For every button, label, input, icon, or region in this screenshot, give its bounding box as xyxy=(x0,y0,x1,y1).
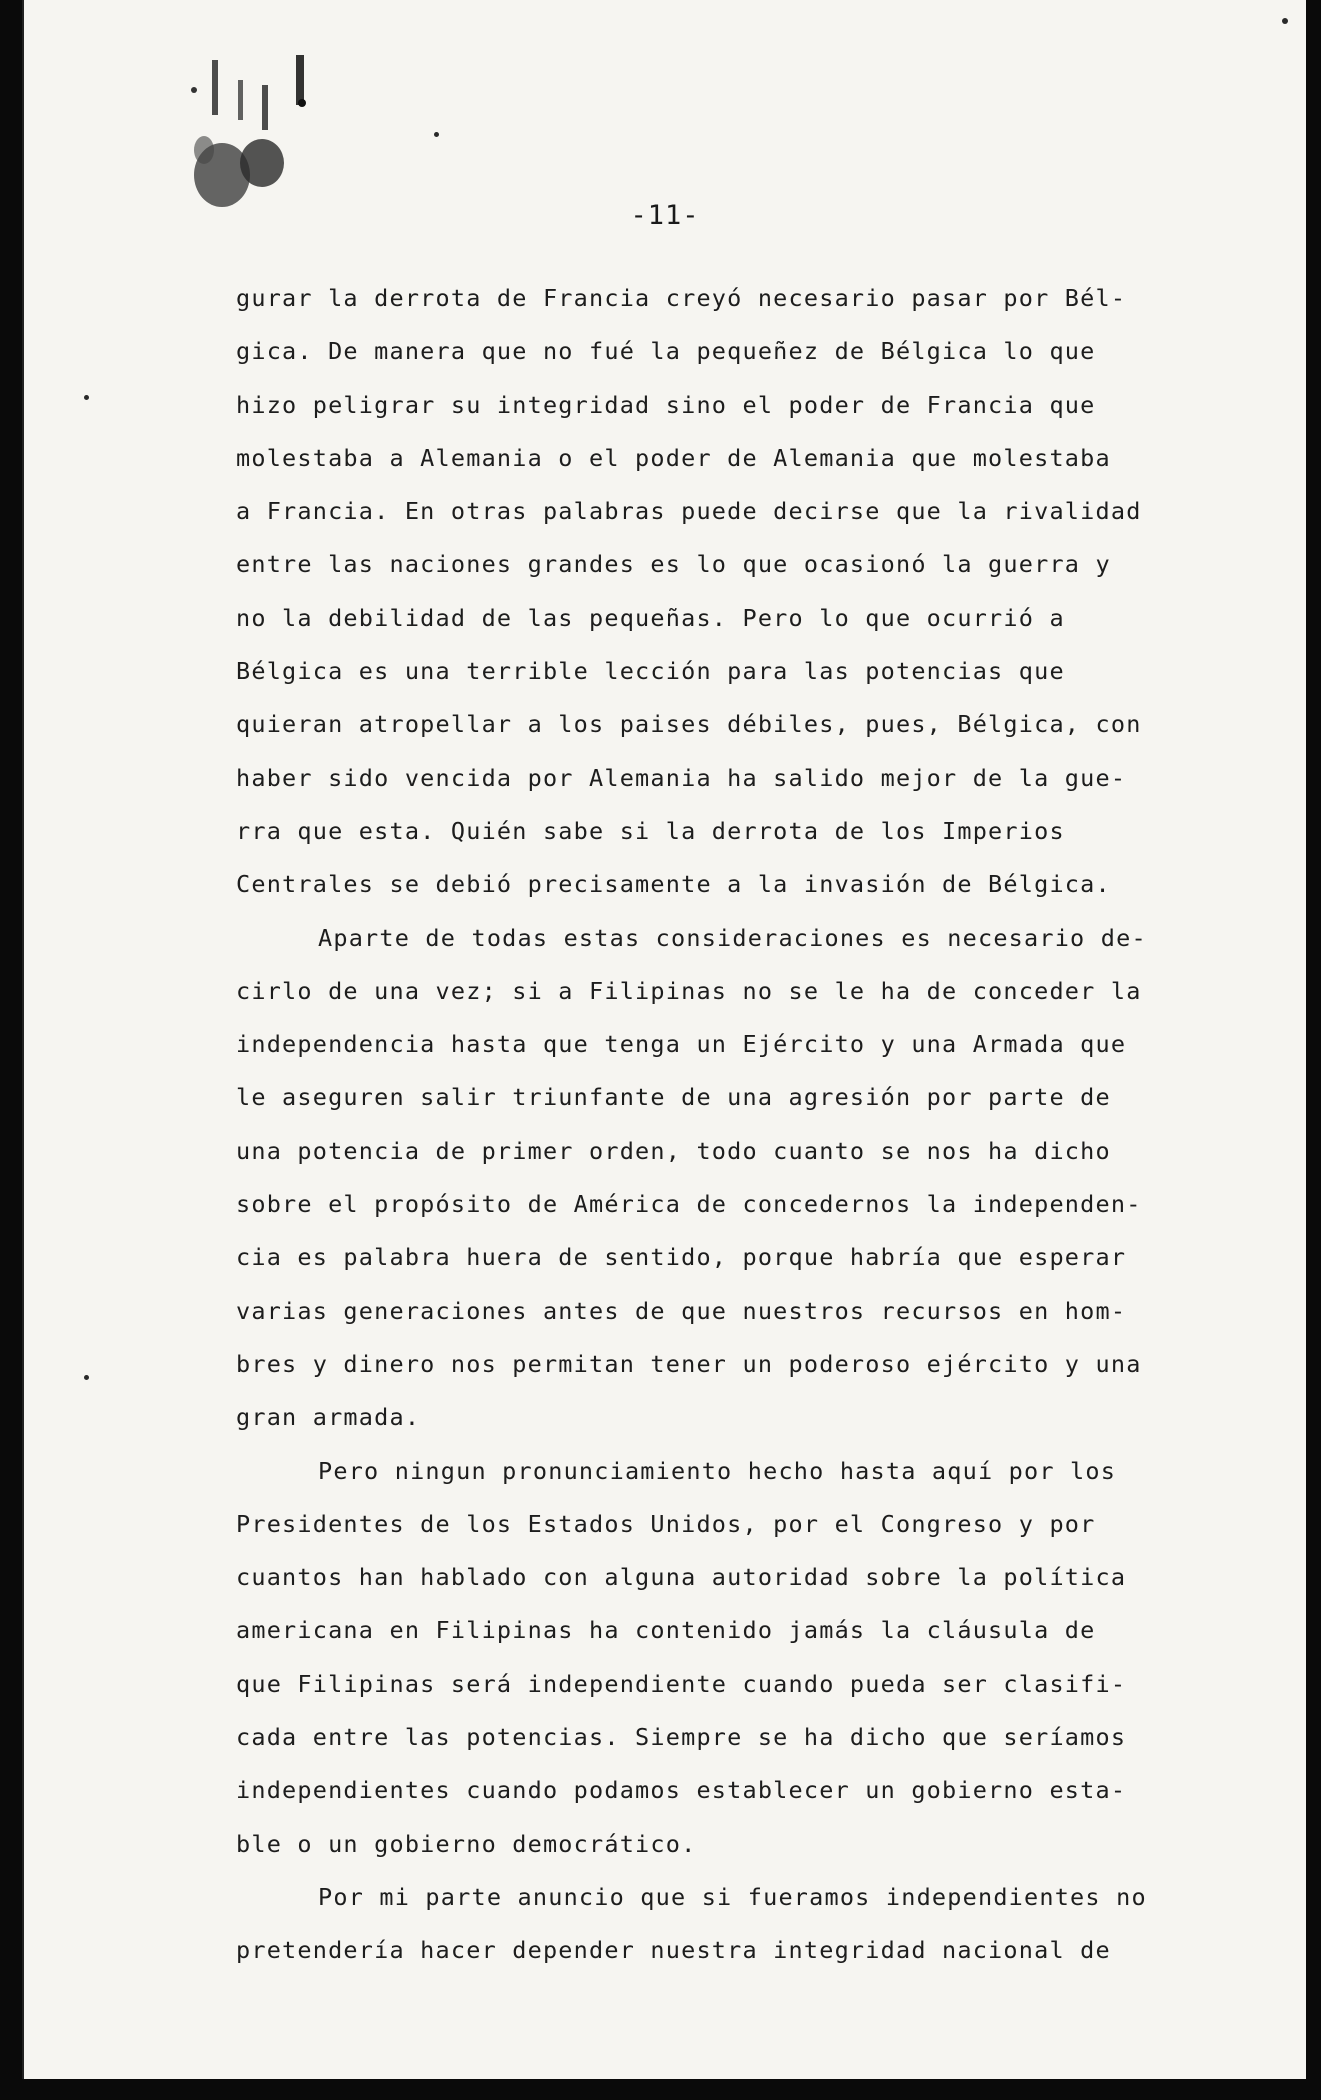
text-line: Pero ningun pronunciamiento hecho hasta aquí por los xyxy=(318,1456,1117,1485)
text-line: no la debilidad de las pequeñas. Pero lo que ocurrió a xyxy=(236,603,1065,632)
text-line: que Filipinas será independiente cuando pueda ser clasifi- xyxy=(236,1669,1127,1698)
text-line: le aseguren salir triunfante de una agresión por parte de xyxy=(236,1083,1111,1112)
text-line: Presidentes de los Estados Unidos, por el Congreso y por xyxy=(236,1509,1096,1538)
text-line: cia es palabra huera de sentido, porque habría que esperar xyxy=(236,1243,1127,1272)
text-line: ble o un gobierno democrático. xyxy=(236,1829,697,1858)
text-line: americana en Filipinas ha contenido jamás la cláusula de xyxy=(236,1616,1096,1645)
stray-mark xyxy=(1282,18,1288,24)
text-line: sobre el propósito de América de concedernos la independen- xyxy=(236,1190,1142,1219)
text-line: cuantos han hablado con alguna autoridad sobre la política xyxy=(236,1563,1127,1592)
text-line: varias generaciones antes de que nuestros recursos en hom- xyxy=(236,1296,1127,1325)
text-line: Bélgica es una terrible lección para las potencias que xyxy=(236,657,1065,686)
text-line: gica. De manera que no fué la pequeñez de Bélgica lo que xyxy=(236,337,1096,366)
text-line: cada entre las potencias. Siempre se ha dicho que seríamos xyxy=(236,1723,1127,1752)
text-line: a Francia. En otras palabras puede decirse que la rivalidad xyxy=(236,497,1142,526)
text-line: haber sido vencida por Alemania ha salido mejor de la gue- xyxy=(236,763,1127,792)
text-line: rra que esta. Quién sabe si la derrota de los Imperios xyxy=(236,816,1065,845)
body-text xyxy=(236,272,1196,1978)
text-line: entre las naciones grandes es lo que ocasionó la guerra y xyxy=(236,550,1111,579)
text-line: Por mi parte anuncio que si fueramos independientes no xyxy=(318,1882,1147,1911)
document-page xyxy=(22,0,1306,2079)
text-line: quieran atropellar a los paises débiles, pues, Bélgica, con xyxy=(236,710,1142,739)
text-line: bres y dinero nos permitan tener un poderoso ejército y una xyxy=(236,1349,1142,1378)
text-line: Centrales se debió precisamente a la invasión de Bélgica. xyxy=(236,870,1111,899)
text-line: pretendería hacer depender nuestra integridad nacional de xyxy=(236,1936,1111,1965)
text-line: Aparte de todas estas consideraciones es necesario de- xyxy=(318,923,1147,952)
text-line: molestaba a Alemania o el poder de Alemania que molestaba xyxy=(236,443,1111,472)
text-line: hizo peligrar su integridad sino el poder de Francia que xyxy=(236,390,1096,419)
stray-mark xyxy=(84,395,89,400)
text-line: gran armada. xyxy=(236,1403,421,1432)
stray-mark xyxy=(434,132,439,137)
text-line: gurar la derrota de Francia creyó necesario pasar por Bél- xyxy=(236,284,1127,312)
text-line: independientes cuando podamos establecer un gobierno esta- xyxy=(236,1776,1127,1805)
text-line: cirlo de una vez; si a Filipinas no se le ha de conceder la xyxy=(236,976,1142,1005)
stray-mark xyxy=(84,1375,89,1380)
page-number: -11- xyxy=(630,200,700,231)
text-line: independencia hasta que tenga un Ejército y una Armada que xyxy=(236,1030,1127,1059)
text-line: una potencia de primer orden, todo cuanto se nos ha dicho xyxy=(236,1136,1111,1165)
